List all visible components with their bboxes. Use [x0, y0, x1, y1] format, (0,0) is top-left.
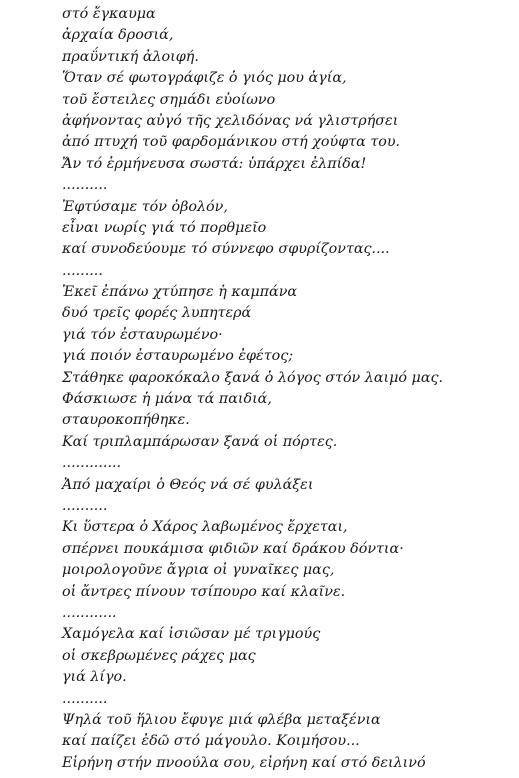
poem-line: Χαμόγελα καί ἰσιῶσαν μέ τριγμούς — [62, 626, 321, 643]
poem-line: Κι ὕστερα ὁ Χάρος λαβωμένος ἔρχεται, — [62, 519, 348, 536]
stanza-separator: .......... — [62, 177, 108, 194]
poem-line: γιά λίγο. — [62, 669, 127, 686]
poem-line: γιά τόν ἐσταυρωμένο· — [62, 326, 223, 343]
poem-line: Στάθηκε φαροκόκαλο ξανά ὁ λόγος στόν λαιμό μας. — [62, 369, 444, 386]
poem-line: οἱ σκεβρωμένες ράχες μας — [62, 647, 256, 664]
poem-line: δυό τρεῖς φορές λυπητερά — [62, 305, 252, 322]
poem-line: στό ἔγκαυμα — [62, 6, 156, 22]
poem-line: Ἄν τό ἑρμήνευσα σωστά: ὑπάρχει ἐλπίδα! — [62, 155, 367, 172]
poem-page — [62, 4, 512, 774]
poem-stanza — [62, 475, 512, 518]
poem-line: ἀρχαία δροσιά, — [62, 27, 174, 44]
poem-line: Καί τριπλαμπάρωσαν ξανά οἱ πόρτες. — [62, 433, 338, 450]
poem-line: μοιρολογοῦνε ἄγρια οἱ γυναῖκες μας, — [62, 562, 335, 579]
poem-line: Φάσκιωσε ἡ μάνα τά παιδιά, — [62, 391, 272, 408]
poem-stanza — [62, 4, 512, 197]
poem-line: τοῦ ἔστειλες σημάδι εὐοίωνο — [62, 91, 276, 108]
poem-line: Ψηλά τοῦ ἥλιου ἔφυγε μιά φλέβα μεταξένια — [62, 711, 381, 728]
poem-stanza — [62, 517, 512, 624]
stanza-separator: ............. — [62, 455, 122, 472]
poem-line: καί παίζει ἐδῶ στό μάγουλο. Κοιμήσου... — [62, 733, 360, 750]
poem-line: Ὅταν σέ φωτογράφιζε ὁ γιός μου ἁγία, — [62, 70, 347, 87]
poem-stanza — [62, 282, 512, 475]
poem-line: Ἀπό μαχαίρι ὁ Θεός νά σέ φυλάξει — [62, 476, 314, 493]
poem-line: πραΰντική ἀλοιφή. — [62, 48, 199, 65]
stanza-separator: .......... — [62, 690, 108, 707]
poem-line: Ἐφτύσαμε τόν ὀβολόν, — [62, 198, 228, 215]
poem-line: σπέρνει πουκάμισα φιδιῶν καί δράκου δόντια· — [62, 540, 404, 557]
poem-line: οἱ ἄντρες πίνουν τσίπουρο καί κλαῖνε. — [62, 583, 346, 600]
poem-line: σταυροκοπήθηκε. — [62, 412, 190, 429]
poem-stanza — [62, 197, 512, 283]
poem-line: εἶναι νωρίς γιά τό πορθμεῖο — [62, 219, 267, 236]
poem-line: Εἰρήνη στήν πνοούλα σου, εἰρήνη καί στό δειλινό — [62, 754, 426, 771]
stanza-separator: ............ — [62, 604, 117, 621]
poem-line: γιά ποιόν ἐσταυρωμένο ἐφέτος; — [62, 348, 294, 365]
poem-stanza — [62, 710, 512, 774]
stanza-separator: ......... — [62, 262, 103, 279]
poem-line: καί συνοδεύουμε τό σύννεφο σφυρίζοντας.... — [62, 241, 390, 258]
poem-line: ἀφήνοντας αὐγό τῆς χελιδόνας νά γλιστρήσει — [62, 112, 399, 129]
poem-line: ἀπό πτυχή τοῦ φαρδομάνικου στή χούφτα του. — [62, 134, 401, 151]
poem-line: Ἐκεῖ ἐπάνω χτύπησε ἡ καμπάνα — [62, 284, 298, 301]
stanza-separator: .......... — [62, 497, 108, 514]
poem-stanza — [62, 624, 512, 710]
